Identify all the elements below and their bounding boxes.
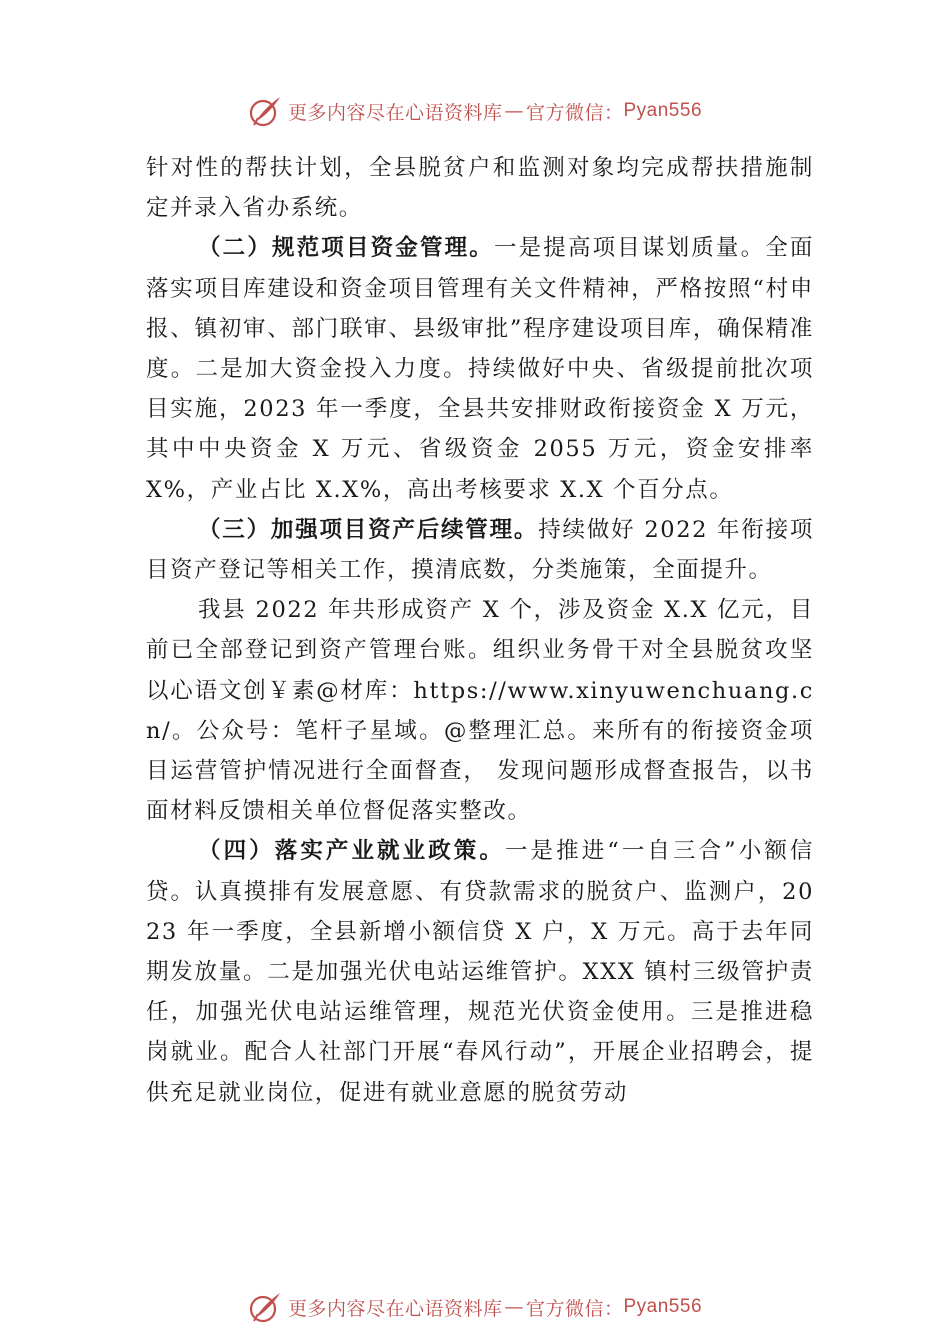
watermark-separator: — — [504, 1296, 524, 1318]
watermark-label: 官方微信： — [525, 1297, 624, 1320]
paragraph-text: 针对性的帮扶计划，全县脱贫户和监测对象均完成帮扶措施制定并录入省办系统。 — [146, 155, 814, 222]
quill-logo-icon — [248, 94, 282, 128]
paragraph-text: 持续做好 2022 年衔接项目资产登记等相关工作，摸清底数，分类施策，全面提升。 — [146, 516, 814, 584]
section-heading-2: （二）规范项目资金管理。 — [198, 235, 494, 262]
paragraph-5 — [146, 831, 814, 1112]
section-heading-3: （三）加强项目资产后续管理。 — [198, 516, 539, 543]
quill-logo-icon — [248, 1290, 282, 1324]
document-body — [146, 148, 814, 1113]
section-heading-4: （四）落实产业就业政策。 — [198, 838, 505, 865]
paragraph-text: 一是推进“一自三合”小额信贷。认真摸排有发展意愿、有贷款需求的脱贫户、监测户，2023 年一季度，全县新增小额信贷 X 户，X 万元。高于去年同期发放量。二是加强光伏电站运维管护。XXX 镇村三级管护责任，加强光伏电站运维管理，规范光伏资金使用。三是推进稳岗就业。配合人社部门开展“春风行动”，开展企业招聘会，提供充足就业岗位，促进有就业意愿的脱贫劳动 — [146, 838, 815, 1106]
paragraph-4 — [146, 590, 814, 831]
header-watermark — [0, 94, 950, 128]
paragraph-1 — [146, 148, 814, 228]
paragraph-text: 一是提高项目谋划质量。全面落实项目库建设和资金项目管理有关文件精神，严格按照“村申报、镇初审、部门联审、县级审批”程序建设项目库，确保精准度。二是加大资金投入力度。持续做好中央、省级提前批次项目实施，2023 年一季度，全县共安排财政衔接资金 X 万元，其中中央资金 X 万元、省级资金 2055 万元，资金安排率 X%，产业占比 X.X%，高出考核要求 X.X 个百分点。 — [146, 235, 814, 503]
watermark-wechat-id: Pyan556 — [623, 1296, 703, 1317]
watermark-prefix: 更多内容尽在心语资料库 — [287, 1297, 503, 1320]
paragraph-2 — [146, 228, 814, 509]
watermark-wechat-id: Pyan556 — [623, 100, 703, 121]
watermark-prefix: 更多内容尽在心语资料库 — [287, 101, 503, 124]
paragraph-text: 我县 2022 年共形成资产 X 个，涉及资金 X.X 亿元，目前已全部登记到资产管理台账。组织业务骨干对全县脱贫攻坚以心语文创￥素@材库：https://www.xinyuwenchuang.cn/。公众号：笔杆子星域。@整理汇总。来所有的衔接资金项目运营管护情况进行全面督查， 发现问题形成督查报告，以书面材料反馈相关单位督促落实整改。 — [146, 597, 814, 825]
footer-watermark — [0, 1290, 950, 1324]
watermark-separator: — — [504, 100, 524, 122]
watermark-label: 官方微信： — [525, 101, 624, 124]
paragraph-3 — [146, 510, 814, 590]
